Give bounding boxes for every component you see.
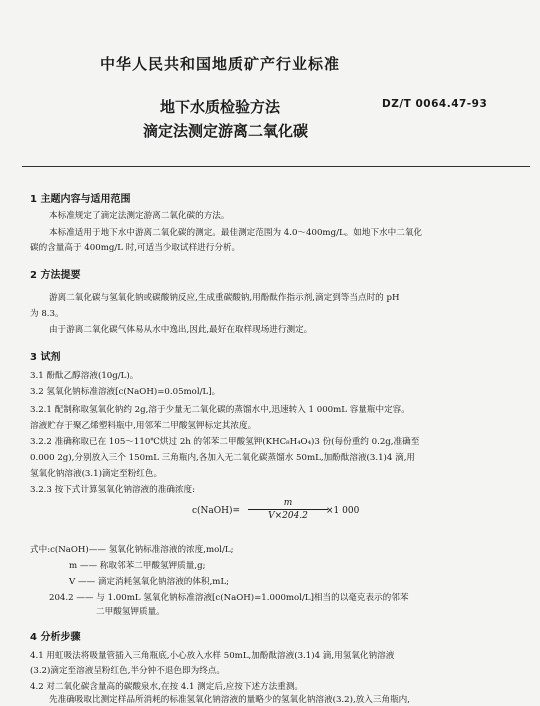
section-4-heading: 4 分析步骤 (30, 632, 81, 643)
formula-denominator: V×204.2 (268, 511, 308, 521)
section-1-heading: 1 主题内容与适用范围 (30, 194, 131, 205)
fraction-bar (248, 509, 328, 510)
s4-item: 4.2 对二氧化碳含量高的碳酸泉水,在按 4.1 测定后,应按下述方法重测。 (30, 682, 304, 692)
s2-paragraph: 游离二氧化碳与氢氧化钠或碳酸钠反应,生成重碳酸钠,用酚酞作指示剂,滴定到等当点时的 pH (49, 293, 400, 303)
header-divider (22, 166, 530, 167)
s1-paragraph: 本标准规定了滴定法测定游离二氧化碳的方法。 (49, 211, 230, 221)
formula-numerator: m (283, 498, 293, 508)
s3-item: 3.2 氢氧化钠标准溶液[c(NaOH)=0.05mol/L]。 (30, 387, 221, 397)
s3-item: 3.2.3 按下式计算氢氧化钠溶液的准确浓度: (30, 485, 195, 495)
s3-item: 3.1 酚酞乙醇溶液(10g/L)。 (30, 371, 139, 381)
s3-item: 氢氧化钠溶液(3.1)滴定至粉红色。 (30, 469, 163, 479)
s1-paragraph: 碳的含量高于 400mg/L 时,可适当少取试样进行分析。 (30, 243, 241, 253)
formula-lhs: c(NaOH)= (192, 506, 241, 516)
s4-item: 4.1 用虹吸法将吸量管插入三角瓶底,小心放入水样 50mL,加酚酞溶液(3.1)4 滴,用氢氧化钠溶液 (30, 651, 395, 661)
document-title-line2: 滴定法测定游离二氧化碳 (143, 122, 309, 140)
variable-definition: m —— 称取邻苯二甲酸氢钾质量,g; (69, 561, 206, 571)
s3-item: 0.000 2g),分别放入三个 150mL 三角瓶内,各加入无二氧化碳蒸馏水 50mL,加酚酞溶液(3.1)4 滴,用 (30, 453, 416, 463)
standard-code: DZ/T 0064.47-93 (382, 98, 488, 110)
variable-definition: 二甲酸氢钾质量。 (96, 607, 165, 617)
s3-item: 溶液贮存于聚乙烯塑料瓶中,用邻苯二甲酸氢钾标定其浓度。 (30, 421, 257, 431)
s2-paragraph: 由于游离二氧化碳气体易从水中逸出,因此,最好在取样现场进行测定。 (49, 325, 313, 335)
variable-definition: 式中:c(NaOH)—— 氢氧化钠标准溶液的浓度,mol/L; (30, 545, 234, 555)
section-3-heading: 3 试剂 (30, 352, 61, 363)
s1-paragraph: 本标准适用于地下水中游离二氧化碳的测定。最佳测定范围为 4.0～400mg/L。如地下水中二氧化 (49, 228, 423, 238)
variable-definition: V —— 滴定消耗氢氧化钠溶液的体积,mL; (69, 577, 230, 587)
s3-item: 3.2.1 配制称取氢氧化钠约 2g,溶于少量无二氧化碳的蒸馏水中,迅速转入 1 000mL 容量瓶中定容。 (30, 405, 410, 415)
s4-item: 先准确吸取比测定样品所消耗的标准氢氧化钠溶液的量略少的氢氧化钠溶液(3.2),放入三角瓶内, (49, 695, 410, 705)
s2-paragraph: 为 8.3。 (30, 309, 64, 319)
formula-tail: ×1 000 (326, 506, 360, 516)
s4-item: (3.2)滴定至溶液呈粉红色,半分钟不退色即为终点。 (30, 666, 225, 676)
variable-definition: 204.2 —— 与 1.00mL 氢氧化钠标准溶液[c(NaOH)=1.000mol/L]相当的以毫克表示的邻苯 (49, 593, 409, 603)
document-title-line1: 地下水质检验方法 (160, 98, 281, 116)
formula-fraction (248, 498, 328, 521)
section-2-heading: 2 方法提要 (30, 270, 81, 281)
issuing-organization: 中华人民共和国地质矿产行业标准 (100, 55, 341, 73)
s3-item: 3.2.2 准确称取已在 105～110℃烘过 2h 的邻苯二甲酸氢钾(KHC₈H₄O₄)3 份(每份重约 0.2g,准确至 (30, 437, 420, 447)
